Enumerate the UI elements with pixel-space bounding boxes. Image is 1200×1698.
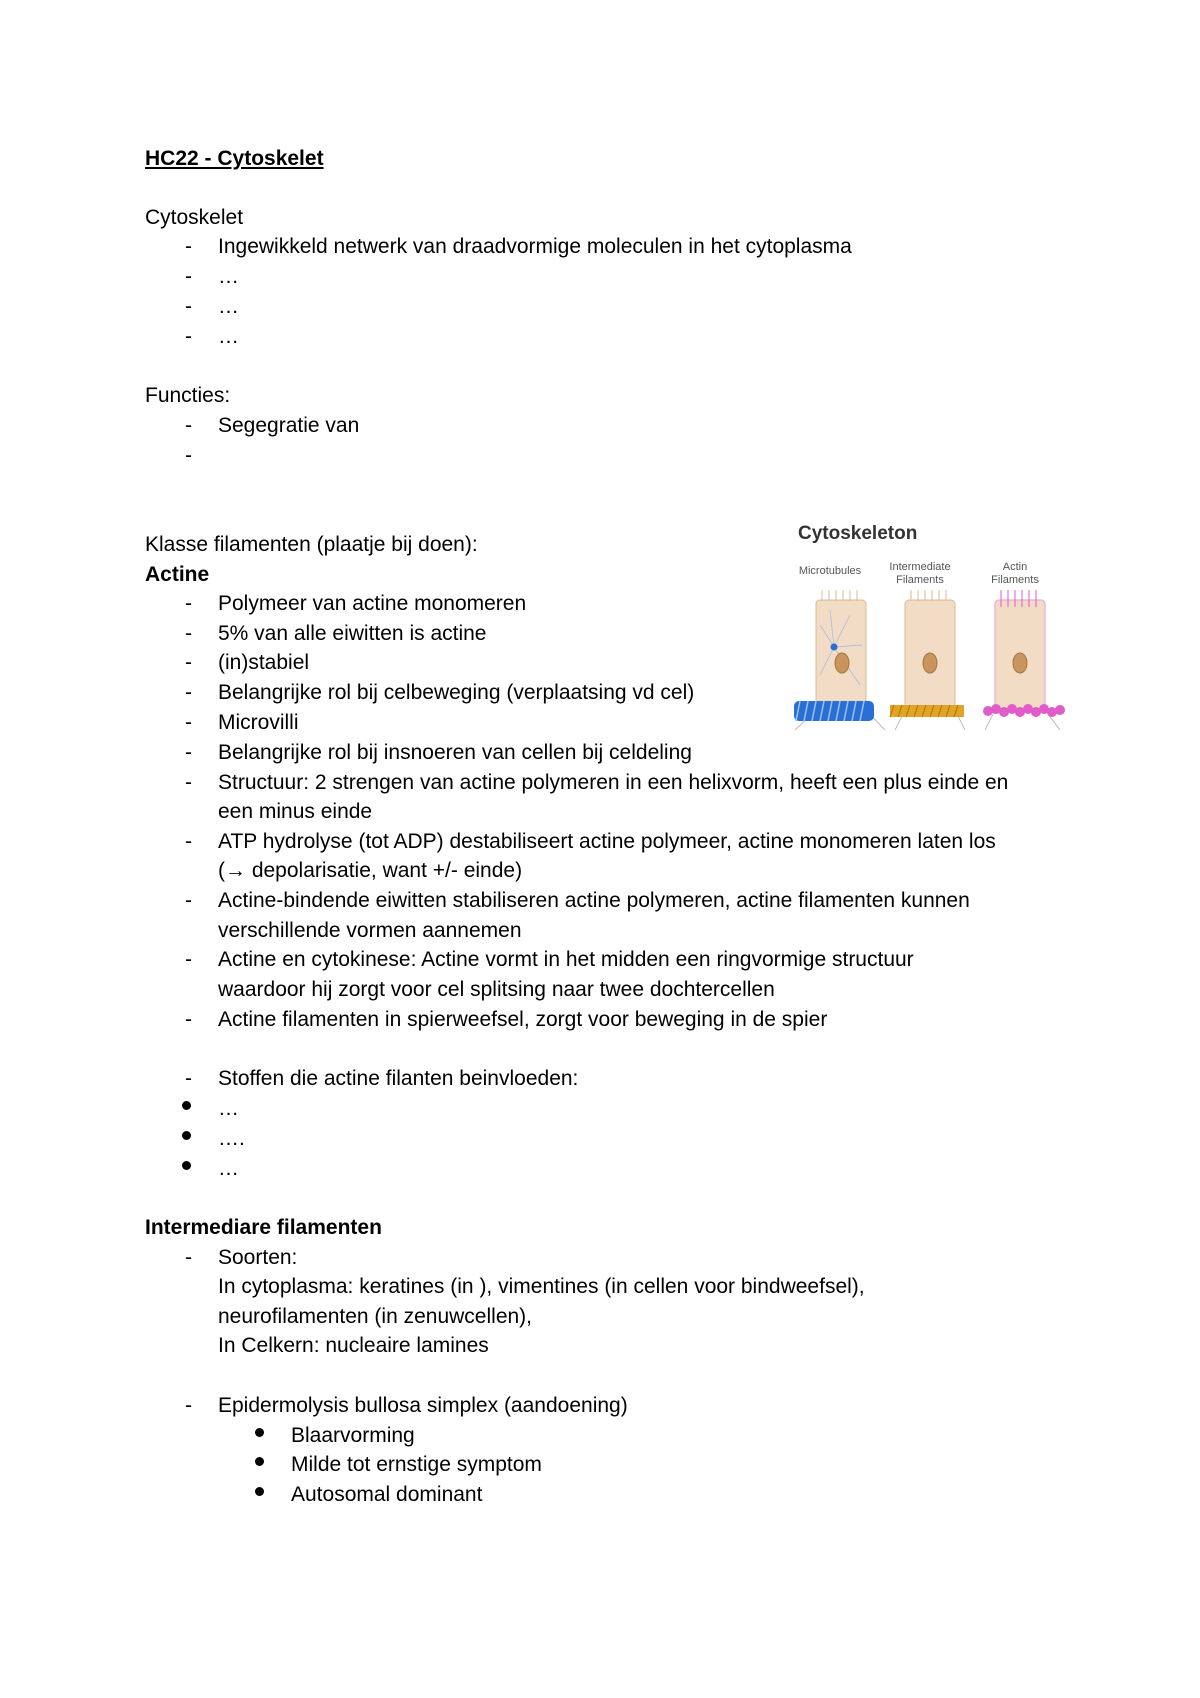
list-item: Segegratie van (218, 414, 360, 437)
dash-marker: - (185, 771, 192, 794)
bullet-marker (182, 1131, 191, 1140)
dash-marker: - (185, 711, 192, 734)
section-heading-intermediair: Intermediare filamenten (145, 1216, 382, 1239)
figure-label-microtubules: Microtubules (798, 565, 862, 577)
dash-marker: - (185, 889, 192, 912)
figure-label-actin: Actin Filaments (991, 561, 1039, 586)
dash-marker: - (185, 1246, 192, 1269)
section-heading-cytoskelet: Cytoskelet (145, 206, 244, 229)
dash-marker: - (185, 741, 192, 764)
list-item: Soorten: (218, 1246, 298, 1269)
list-item-continuation: In Celkern: nucleaire lamines (218, 1334, 489, 1357)
dash-marker: - (185, 1067, 192, 1090)
page-title: HC22 - Cytoskelet (145, 147, 324, 170)
bullet-marker (255, 1487, 264, 1496)
list-item-continuation: In cytoplasma: keratines (in ), vimentines (in cellen voor bindweefsel), (218, 1275, 865, 1298)
dash-marker: - (185, 325, 192, 348)
list-item-stoffen: Stoffen die actine filanten beinvloeden: (218, 1067, 579, 1090)
list-item: Actine-bindende eiwitten stabiliseren actine polymeren, actine filamenten kunnen (218, 889, 970, 912)
dash-marker: - (185, 948, 192, 971)
bullet-item: …. (218, 1127, 245, 1150)
section-heading-functies: Functies: (145, 384, 231, 407)
list-item: … (218, 325, 239, 348)
bullet-item: Autosomal dominant (291, 1483, 483, 1506)
dash-marker: - (185, 1008, 192, 1031)
intermediate-filament-cell (905, 590, 955, 710)
bullet-marker (182, 1101, 191, 1110)
dash-marker: - (185, 414, 192, 437)
dash-marker: - (185, 651, 192, 674)
dash-marker: - (185, 830, 192, 853)
bullet-item: Blaarvorming (291, 1424, 415, 1447)
list-item: ATP hydrolyse (tot ADP) destabiliseert actine polymeer, actine monomeren laten los (218, 830, 996, 853)
bullet-marker (255, 1428, 264, 1437)
list-item: Actine filamenten in spierweefsel, zorgt voor beweging in de spier (218, 1008, 828, 1031)
section-heading-klasse: Klasse filamenten (plaatje bij doen): (145, 533, 478, 556)
list-item-continuation: waardoor hij zorgt voor cel splitsing naar twee dochtercellen (218, 978, 775, 1001)
list-item-continuation: verschillende vormen aannemen (218, 919, 522, 942)
list-item: Structuur: 2 strengen van actine polymeren in een helixvorm, heeft een plus einde en (218, 771, 1009, 794)
bullet-item: Milde tot ernstige symptom (291, 1453, 542, 1476)
dash-marker: - (185, 235, 192, 258)
list-item-continuation: neurofilamenten (in zenuwcellen), (218, 1305, 533, 1328)
dash-marker: - (185, 681, 192, 704)
intermediate-strand (890, 705, 964, 717)
list-item-continuation: een minus einde (218, 800, 373, 823)
list-item: Belangrijke rol bij insnoeren van cellen bij celdeling (218, 741, 692, 764)
dash-marker: - (185, 295, 192, 318)
dash-marker: - (185, 592, 192, 615)
dash-marker: - (185, 444, 192, 467)
list-item: Ingewikkeld netwerk van draadvormige moleculen in het cytoplasma (218, 235, 852, 258)
section-heading-actine: Actine (145, 563, 210, 586)
actin-strand (983, 704, 1065, 717)
list-item: Belangrijke rol bij celbeweging (verplaatsing vd cel) (218, 681, 695, 704)
dash-marker: - (185, 265, 192, 288)
list-item: 5% van alle eiwitten is actine (218, 622, 487, 645)
bullet-marker (182, 1161, 191, 1170)
dash-marker: - (185, 1394, 192, 1417)
microtubule-cell (816, 590, 866, 710)
filament-strands (790, 695, 1080, 735)
figure-title: Cytoskeleton (798, 523, 918, 544)
bullet-item: … (218, 1157, 239, 1180)
actin-filament-cell (995, 590, 1045, 710)
bullet-marker (255, 1457, 264, 1466)
list-item: Actine en cytokinese: Actine vormt in het midden een ringvormige structuur (218, 948, 914, 971)
dash-marker: - (185, 622, 192, 645)
figure-label-intermediate: Intermediate Filaments (889, 561, 951, 586)
list-item: Microvilli (218, 711, 299, 734)
microtubule-strand (794, 701, 874, 721)
list-item: … (218, 295, 239, 318)
bullet-item: … (218, 1097, 239, 1120)
list-item: … (218, 265, 239, 288)
list-item: Epidermolysis bullosa simplex (aandoening) (218, 1394, 628, 1417)
list-item: (in)stabiel (218, 651, 310, 674)
list-item-continuation: (→ depolarisatie, want +/- einde) (218, 859, 523, 882)
list-item: Polymeer van actine monomeren (218, 592, 527, 615)
